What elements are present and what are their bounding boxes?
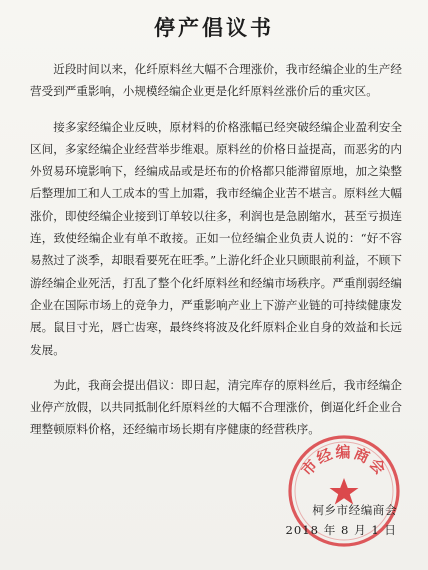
document-title: 停产倡议书	[154, 15, 274, 40]
paragraph-1: 近段时间以来，化纤原料丝大幅不合理涨价，我市经编企业的生产经营受到严重影响，小规模经编企业更是化纤原料丝涨价后的重灾区。	[30, 62, 402, 99]
paragraph-3: 为此，我商会提出倡议：即日起，清完库存的原料丝后，我市经编企业停产放假，以共同抵制化纤原料丝的大幅不合理涨价，倒逼化纤企业合理整顿原料价格，还经编市场长期有序健康的经营秩序。	[30, 377, 402, 437]
document-body	[30, 58, 402, 454]
signature-date: 2018 年 8 月 1 日	[285, 523, 397, 537]
signature-organization: 柯乡市经编商会	[312, 503, 397, 517]
signature-block	[262, 501, 397, 539]
svg-text:市经编商会: 市经编商会	[297, 443, 391, 480]
paragraph-2: 接多家经编企业反映，原材料的价格涨幅已经突破经编企业盈利安全区间，多家经编企业经营举步维艰。原料丝的价格日益提高，而恶劣的内外贸易环境影响下，经编成品或是坯布的价格都只能滞留原地，加之染整后整理加工和人工成本的雪上加霜，我市经编企业苦不堪言。原料丝大幅涨价，即使经编企业接到订单较以往多，利润也是急剧缩水，甚至亏损连连，致使经编企业有单不敢接。正如一位经编企业负责人说的：“好不容易熬过了淡季，却眼看要死在旺季。”上游化纤企业只顾眼前利益，不顾下游经编企业死活，打乱了整个化纤原料丝和经编市场秩序。严重削弱经编企业在国际市场上的竞争力，严重影响产业上下游产业链的可持续健康发展。鼠目寸光，唇亡齿寒，最终终将波及化纤原料企业自身的效益和长远发展。	[30, 119, 402, 357]
